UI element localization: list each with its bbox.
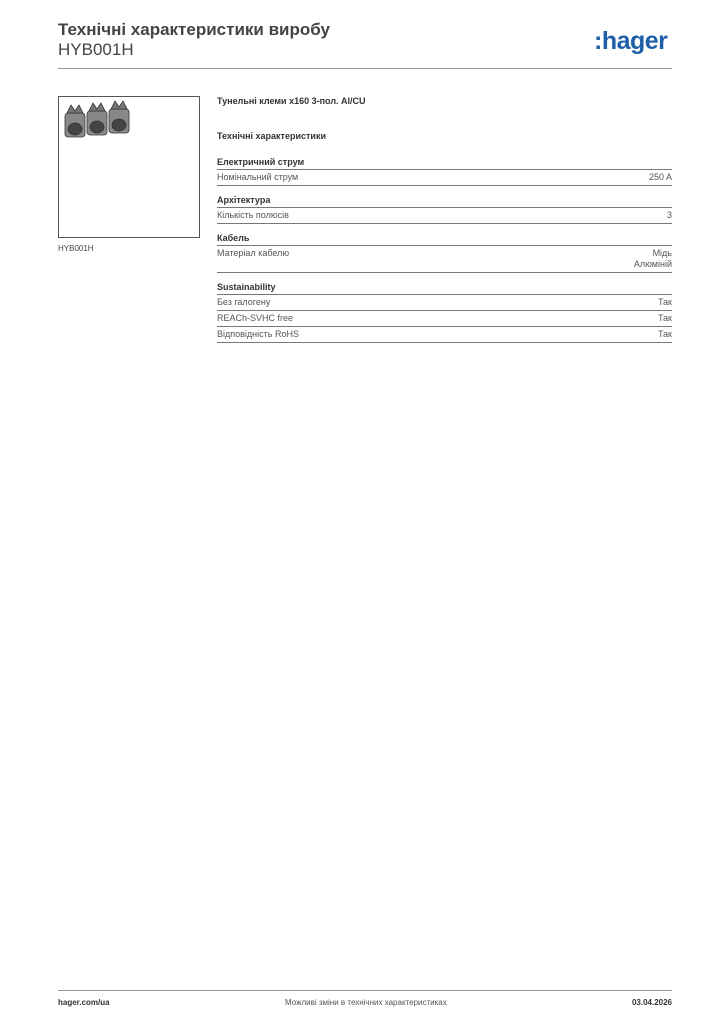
spec-label: Матеріал кабелю [217, 248, 290, 258]
spec-group-cable [217, 233, 672, 273]
spec-value: Так [657, 313, 672, 323]
group-title: Електричний струм [217, 157, 672, 170]
spec-row [217, 208, 672, 224]
group-title: Кабель [217, 233, 672, 246]
spec-label: Кількість полюсів [217, 210, 289, 220]
image-caption: HYB001H [58, 244, 94, 253]
product-image [58, 96, 200, 238]
spec-value: Мідь Алюміній [633, 248, 672, 269]
product-name: Тунельні клеми x160 3-пол. Al/CU [217, 96, 366, 106]
logo-text: hager [601, 27, 668, 55]
footer-divider [58, 990, 672, 991]
spec-group-architecture [217, 195, 672, 224]
tunnel-terminal-icon [59, 97, 199, 237]
spec-row [217, 170, 672, 186]
spec-group-electrical [217, 157, 672, 186]
spec-value: Так [657, 297, 672, 307]
spec-label: Відповідність RoHS [217, 329, 299, 339]
footer-date: 03.04.2026 [631, 998, 672, 1007]
spec-row [217, 311, 672, 327]
footer-website: hager.com/ua [58, 998, 110, 1007]
spec-label: Номінальний струм [217, 172, 299, 182]
spec-label: Без галогену [217, 297, 271, 307]
hager-logo: :hager [594, 27, 668, 55]
page-title: Технічні характеристики виробу [58, 20, 330, 39]
footer-notice: Можливі зміни в технічних характеристиках [285, 998, 447, 1007]
spec-row [217, 327, 672, 343]
product-code: HYB001H [58, 40, 134, 59]
spec-value: 250 A [648, 172, 672, 182]
spec-section [217, 96, 672, 352]
spec-group-sustainability [217, 282, 672, 343]
spec-row [217, 246, 672, 273]
group-title: Sustainability [217, 282, 672, 295]
group-title: Архітектура [217, 195, 672, 208]
spec-row [217, 295, 672, 311]
spec-heading: Технічні характеристики [217, 131, 326, 141]
spec-label: REACh-SVHC free [217, 313, 294, 323]
spec-value: Так [657, 329, 672, 339]
header-divider [58, 68, 672, 69]
spec-value: 3 [666, 210, 672, 220]
